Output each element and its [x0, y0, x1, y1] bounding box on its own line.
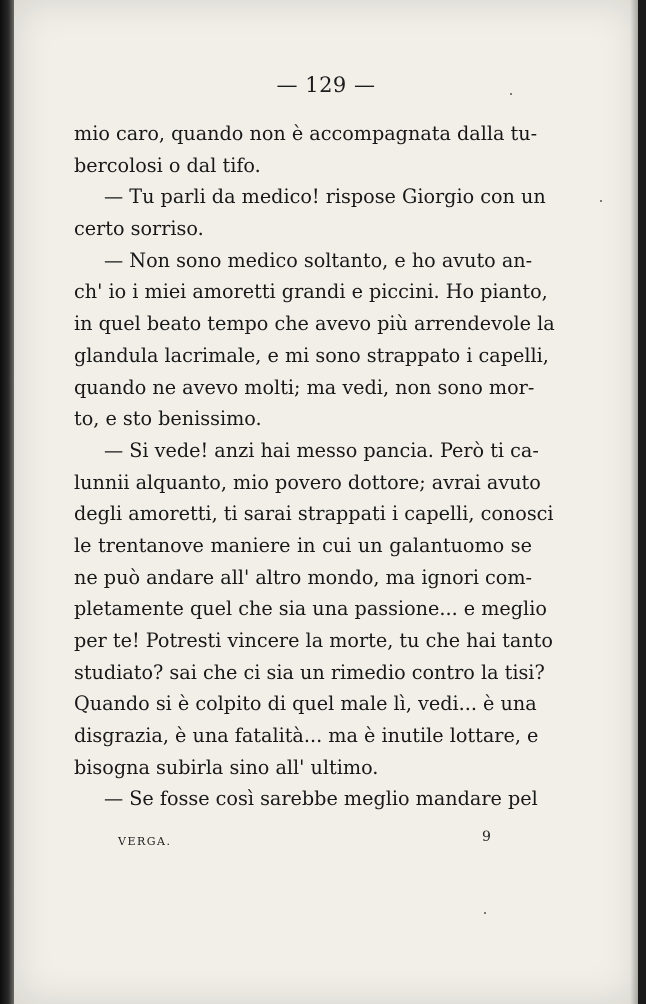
scan-speck: [484, 912, 486, 914]
text-line: to, e sto benissimo.: [74, 407, 262, 431]
text-line: Quando si è colpito di quel male lì, vedi... è una: [74, 692, 537, 716]
scan-binding-edge: [0, 0, 14, 1004]
text-line: glandula lacrimale, e mi sono strappato i capelli,: [74, 343, 549, 367]
text-line: — Tu parli da medico! rispose Giorgio con un: [104, 185, 546, 209]
text-line: pletamente quel che sia una passione... e meglio: [74, 597, 547, 621]
text-line: certo sorriso.: [74, 217, 204, 241]
page-number-header: — 129 —: [276, 73, 376, 97]
page-edge-shadow: [630, 0, 638, 1004]
page-body-text: [74, 118, 555, 815]
text-line: per te! Potresti vincere la morte, tu che hai tanto: [74, 629, 553, 652]
scan-speck: [510, 93, 512, 95]
text-line: degli amoretti, ti sarai strappati i capelli, conosci: [74, 502, 554, 526]
text-line: ne può andare all' altro mondo, ma ignori com-: [74, 565, 533, 589]
book-page: [14, 0, 638, 1004]
text-line: — Non sono medico soltanto, e ho avuto an-: [104, 248, 533, 272]
text-line: studiato? sai che ci sia un rimedio contro la tisi?: [74, 660, 545, 684]
text-line: — Se fosse così sarebbe meglio mandare pel: [104, 787, 538, 811]
text-line: disgrazia, è una fatalità... ma è inutile lottare, e: [74, 724, 539, 748]
text-line: ch' io i miei amoretti grandi e piccini. Ho pianto,: [74, 280, 548, 304]
text-line: bercolosi o dal tifo.: [74, 153, 261, 177]
text-line: le trentanove maniere in cui un galantuomo se: [74, 533, 532, 557]
text-line: in quel beato tempo che avevo più arrendevole la: [74, 312, 555, 336]
text-line: quando ne avevo molti; ma vedi, non sono mor-: [74, 375, 535, 399]
text-line: mio caro, quando non è accompagnata dalla tu-: [74, 122, 538, 145]
printer-signature-mark: VERGA.: [118, 835, 172, 848]
text-line: — Si vede! anzi hai messo pancia. Però ti ca-: [104, 438, 539, 462]
signature-number: 9: [482, 829, 491, 845]
scan-speck: [600, 200, 602, 202]
text-line: lunnii alquanto, mio povero dottore; avrai avuto: [74, 470, 541, 494]
text-line: bisogna subirla sino all' ultimo.: [74, 755, 379, 779]
